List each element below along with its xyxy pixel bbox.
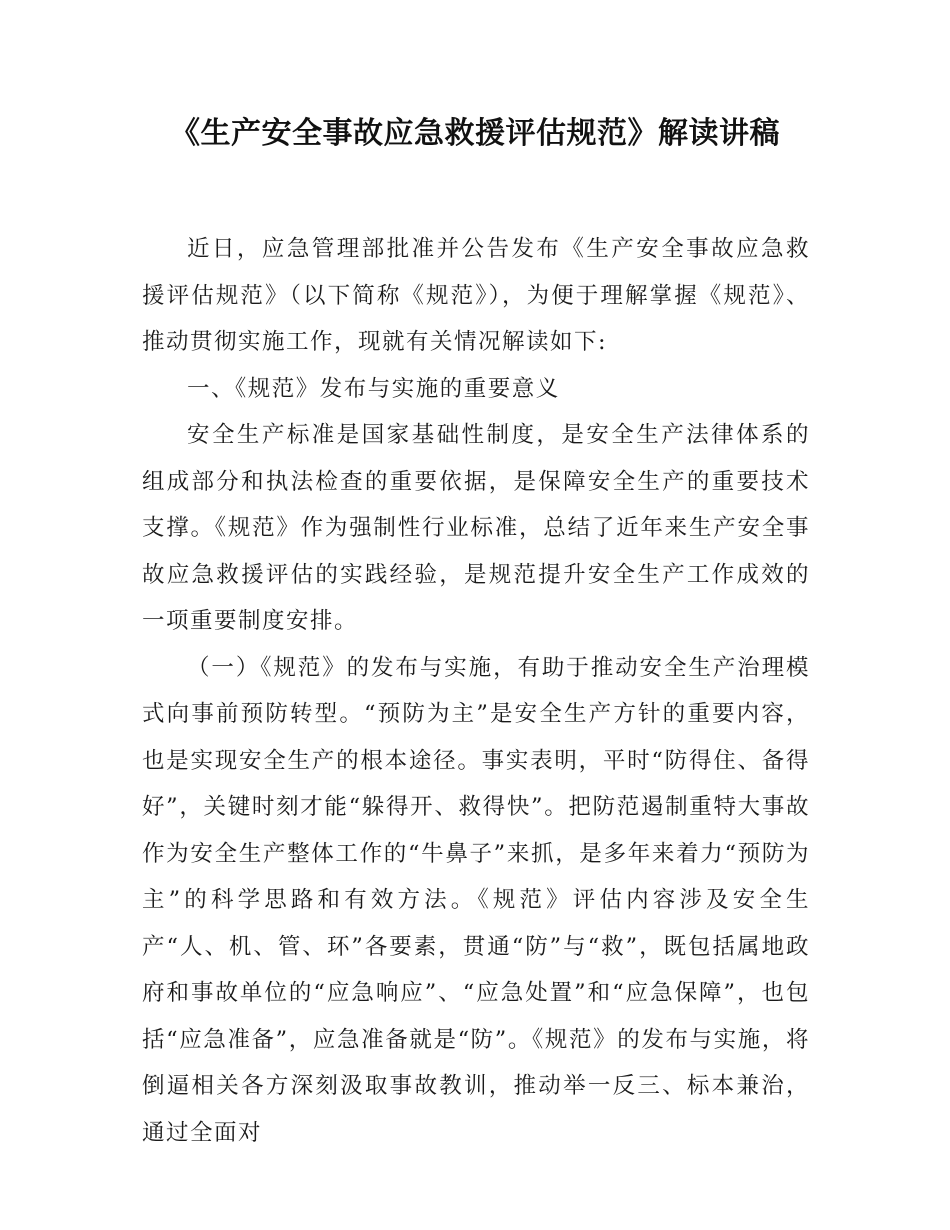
section-1-paragraph: 安全生产标准是国家基础性制度，是安全生产法律体系的组成部分和执法检查的重要依据，是保障安全生产的重要技术支撑。《规范》作为强制性行业标准，总结了近年来生产安全事故应急救援评估的实践经验，是规范提升安全生产工作成效的一项重要制度安排。	[142, 422, 810, 634]
intro-paragraph: 近日，应急管理部批准并公告发布《生产安全事故应急救援评估规范》（以下简称《规范》），为便于理解掌握《规范》、推动贯彻实施工作，现就有关情况解读如下:	[142, 236, 810, 355]
document-title: 《生产安全事故应急救援评估规范》解读讲稿	[170, 116, 780, 151]
subsection-1-paragraph: （一）《规范》的发布与实施，有助于推动安全生产治理模式向事前预防转型。“预防为主”是安全生产方针的重要内容，也是实现安全生产的根本途径。事实表明，平时“防得住、备得好”，关键时刻才能“躲得开、救得快”。把防范遏制重特大事故作为安全生产整体工作的“牛鼻子”来抓，是多年来着力“预防为主”的科学思路和有效方法。《规范》评估内容涉及安全生产“人、机、管、环”各要素，贯通“防”与“救”，既包括属地政府和事故单位的“应急响应”、“应急处置”和“应急保障”，也包括“应急准备”，应急准备就是“防”。《规范》的发布与实施，将倒逼相关各方深刻汲取事故教训，推动举一反三、标本兼治，通过全面对	[142, 654, 810, 1146]
section-heading-1: 一、《规范》发布与实施的重要意义	[187, 375, 560, 402]
document-body	[142, 226, 810, 1156]
